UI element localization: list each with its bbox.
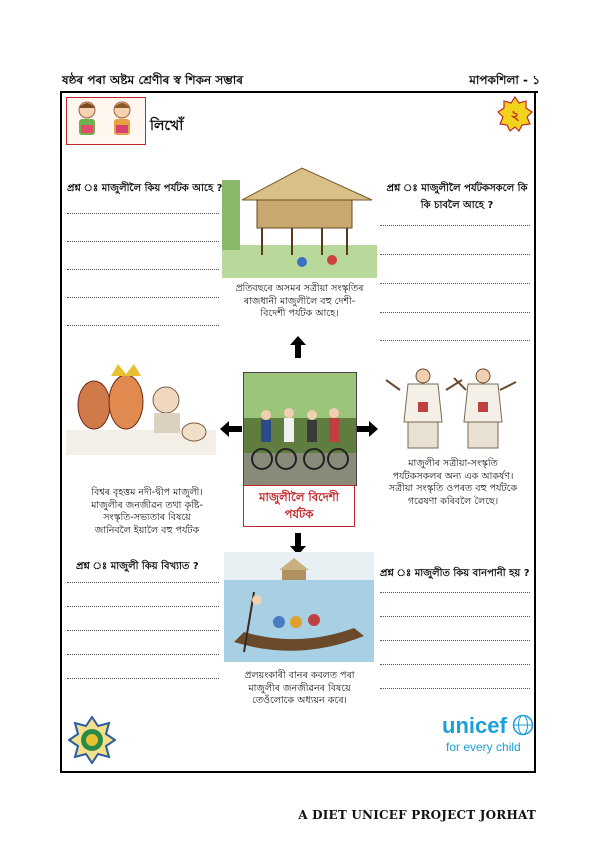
children-reading-icon <box>66 97 146 145</box>
unicef-tagline: for every child <box>446 740 521 754</box>
caption-line: তেওঁলোকে অধ্যয়ন কৰে। <box>252 695 347 706</box>
answer-line[interactable] <box>380 592 530 593</box>
caption-line: সত্ৰীয়া সংস্কৃতি ওপৰত বহু পৰ্যটকে <box>388 483 518 494</box>
unicef-wordmark: unicef <box>442 713 507 738</box>
worksheet-sheet-number: মাপকশিলা - ১ <box>469 73 540 87</box>
answer-line[interactable] <box>380 640 530 641</box>
question-prefix: প্ৰশ্ন ঃ <box>380 568 412 579</box>
answer-line[interactable] <box>67 630 219 631</box>
answer-line[interactable] <box>67 654 219 655</box>
dancers-illustration <box>378 362 528 454</box>
caption-line: বিশ্বৰ বৃহত্তম নদী-দ্বীপ মাজুলী। <box>91 487 203 498</box>
section-number: ২ <box>510 108 520 124</box>
question-text: মাজুলীত কিয় বানপানী হয় ? <box>414 568 530 579</box>
caption-bottom <box>222 670 377 708</box>
answer-line[interactable] <box>67 606 219 607</box>
answer-line[interactable] <box>380 225 530 226</box>
arrow-left-icon <box>220 421 242 437</box>
caption-line: মাজুলীৰ সত্ৰীয়া-সংস্কৃতি <box>408 458 498 469</box>
caption-line: প্ৰতিবছৰে অসমৰ সত্ৰীয়া সংস্কৃতিৰ <box>235 283 364 294</box>
caption-line: সংস্কৃতি-সভ্যতাৰ বিষয়ে <box>103 512 191 523</box>
caption-line: গৱেষণা কৰিবলৈ লৈছে। <box>407 495 499 507</box>
question-prefix: প্ৰশ্ন ঃ <box>386 183 418 194</box>
question-text: মাজুলী কিয় বিখ্যাত ? <box>110 561 199 572</box>
answer-line[interactable] <box>380 664 530 665</box>
center-title <box>243 485 355 527</box>
caption-line: ৰাজধানী মাজুলীলৈ বহু দেশী- <box>243 295 356 307</box>
worksheet-series-title: ষষ্ঠৰ পৰা অষ্টম শ্ৰেণীৰ স্ব শিকন সম্ভাৰ <box>62 73 243 87</box>
question-top-right <box>383 181 531 215</box>
answer-line[interactable] <box>67 213 219 214</box>
section-label: লিখোঁ <box>150 118 184 134</box>
answer-line[interactable] <box>380 340 530 341</box>
answer-line[interactable] <box>67 325 219 326</box>
unicef-globe-icon <box>512 714 534 736</box>
arrow-up-icon <box>290 336 306 358</box>
tourists-cycling-photo <box>243 372 357 486</box>
answer-line[interactable] <box>380 254 530 255</box>
arrow-right-icon <box>356 421 378 437</box>
caption-top <box>222 283 377 321</box>
answer-line[interactable] <box>380 283 530 284</box>
number-star-badge-icon <box>497 96 533 132</box>
caption-left <box>66 487 228 537</box>
answer-line[interactable] <box>380 312 530 313</box>
caption-line: প্ৰলয়ংকাৰী বানৰ কবলত পৰা <box>244 670 355 681</box>
answer-line[interactable] <box>67 297 219 298</box>
caption-line: মাজুলীৰ জনজীৱনৰ বিষয়ে <box>248 682 351 694</box>
question-text: মাজুলীলৈ পৰ্যটকসকলে কি কি চাবলৈ আহে ? <box>420 183 528 211</box>
answer-line[interactable] <box>67 241 219 242</box>
answer-line[interactable] <box>67 269 219 270</box>
answer-line[interactable] <box>380 616 530 617</box>
flood-boat-illustration <box>224 552 374 662</box>
center-title-line: পৰ্যটক <box>284 507 314 521</box>
caption-right <box>374 458 532 508</box>
caption-line: বিদেশী পৰ্যটক আহে। <box>260 308 339 319</box>
question-prefix: প্ৰশ্ন ঃ <box>67 183 99 194</box>
footer-project-credit: A DIET UNICEF PROJECT JORHAT <box>298 808 536 822</box>
stilt-house-illustration <box>222 160 377 278</box>
question-bottom-left <box>76 559 226 576</box>
question-text: মাজুলীলৈ কিয় পৰ্যটক আহে ? <box>101 183 223 194</box>
center-title-line: মাজুলীলৈ বিদেশী <box>259 490 339 504</box>
answer-line[interactable] <box>67 678 219 679</box>
caption-line: মাজুলীৰ জনজীৱন তথা কৃষ্টি- <box>91 499 203 511</box>
masks-illustration <box>66 360 216 455</box>
caption-line: পৰ্যটকসকলৰ অন্য এক আকৰ্ষণ। <box>392 470 514 482</box>
answer-line[interactable] <box>380 688 530 689</box>
question-top-left <box>67 181 227 198</box>
answer-line[interactable] <box>67 582 219 583</box>
question-prefix: প্ৰশ্ন ঃ <box>76 561 108 572</box>
emblem-logo-icon <box>68 716 116 764</box>
question-bottom-right <box>380 566 532 583</box>
caption-line: জানিবলৈ ইয়ালৈ বহু পৰ্যটক <box>94 524 200 536</box>
